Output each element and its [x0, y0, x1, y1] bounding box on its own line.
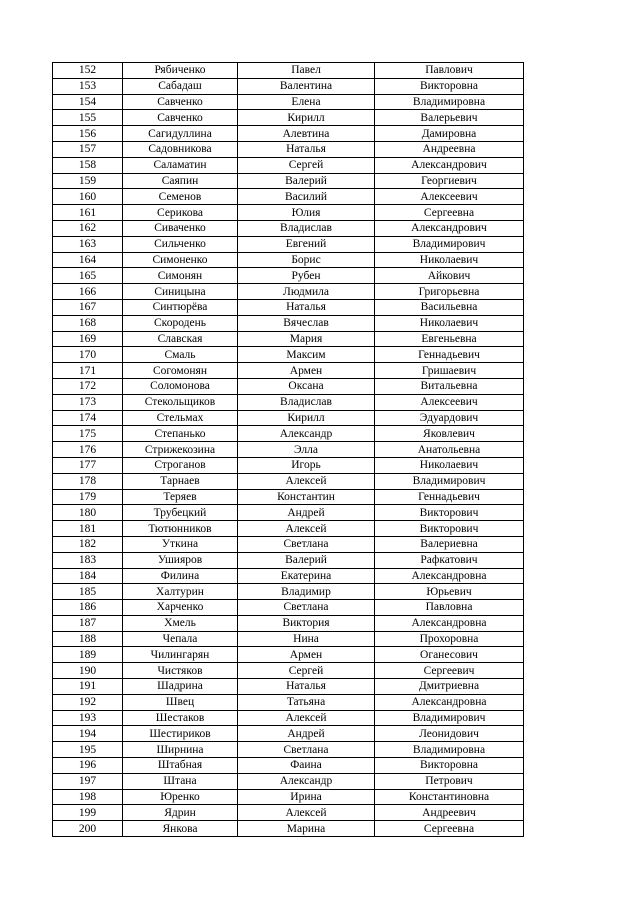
cell-patronymic: Владимировна: [375, 742, 524, 758]
cell-patronymic: Айкович: [375, 268, 524, 284]
table-row: [53, 63, 524, 79]
cell-patronymic: Павлович: [375, 63, 524, 79]
cell-row-number: 170: [53, 347, 123, 363]
cell-first-name: Татьяна: [238, 694, 375, 710]
cell-patronymic: Павловна: [375, 600, 524, 616]
cell-last-name: Стрижекозина: [123, 442, 238, 458]
cell-patronymic: Сергеевич: [375, 663, 524, 679]
cell-last-name: Смаль: [123, 347, 238, 363]
table-row: [53, 568, 524, 584]
cell-first-name: Екатерина: [238, 568, 375, 584]
cell-first-name: Алексей: [238, 521, 375, 537]
cell-last-name: Семенов: [123, 189, 238, 205]
cell-last-name: Соломонова: [123, 378, 238, 394]
cell-last-name: Саяпин: [123, 173, 238, 189]
cell-patronymic: Валериевна: [375, 536, 524, 552]
table-row: [53, 252, 524, 268]
cell-first-name: Светлана: [238, 536, 375, 552]
cell-row-number: 168: [53, 315, 123, 331]
cell-first-name: Елена: [238, 94, 375, 110]
cell-first-name: Александр: [238, 426, 375, 442]
cell-patronymic: Константиновна: [375, 789, 524, 805]
cell-last-name: Сабадаш: [123, 78, 238, 94]
cell-row-number: 162: [53, 220, 123, 236]
cell-row-number: 161: [53, 205, 123, 221]
cell-patronymic: Васильевна: [375, 299, 524, 315]
cell-last-name: Синтюрёва: [123, 299, 238, 315]
cell-first-name: Валентина: [238, 78, 375, 94]
table-row: [53, 78, 524, 94]
cell-first-name: Евгений: [238, 236, 375, 252]
table-row: [53, 331, 524, 347]
cell-first-name: Светлана: [238, 600, 375, 616]
cell-row-number: 184: [53, 568, 123, 584]
cell-row-number: 164: [53, 252, 123, 268]
table-row: [53, 742, 524, 758]
cell-first-name: Ирина: [238, 789, 375, 805]
cell-last-name: Филина: [123, 568, 238, 584]
cell-first-name: Павел: [238, 63, 375, 79]
table-row: [53, 536, 524, 552]
cell-patronymic: Сергеевна: [375, 821, 524, 837]
cell-first-name: Алевтина: [238, 126, 375, 142]
cell-row-number: 180: [53, 505, 123, 521]
cell-first-name: Виктория: [238, 615, 375, 631]
cell-row-number: 154: [53, 94, 123, 110]
cell-row-number: 199: [53, 805, 123, 821]
table-row: [53, 157, 524, 173]
cell-row-number: 198: [53, 789, 123, 805]
table-row: [53, 789, 524, 805]
cell-row-number: 159: [53, 173, 123, 189]
cell-last-name: Чилингарян: [123, 647, 238, 663]
cell-row-number: 200: [53, 821, 123, 837]
cell-patronymic: Валерьевич: [375, 110, 524, 126]
cell-row-number: 169: [53, 331, 123, 347]
cell-row-number: 166: [53, 284, 123, 300]
cell-last-name: Ядрин: [123, 805, 238, 821]
cell-patronymic: Эдуардович: [375, 410, 524, 426]
cell-first-name: Алексей: [238, 473, 375, 489]
cell-patronymic: Оганесович: [375, 647, 524, 663]
cell-first-name: Максим: [238, 347, 375, 363]
cell-last-name: Швец: [123, 694, 238, 710]
cell-patronymic: Николаевич: [375, 315, 524, 331]
cell-patronymic: Геннадьевич: [375, 489, 524, 505]
table-row: [53, 773, 524, 789]
cell-row-number: 167: [53, 299, 123, 315]
table-row: [53, 378, 524, 394]
cell-first-name: Людмила: [238, 284, 375, 300]
cell-last-name: Хмель: [123, 615, 238, 631]
table-row: [53, 710, 524, 726]
cell-patronymic: Сергеевна: [375, 205, 524, 221]
cell-patronymic: Дамировна: [375, 126, 524, 142]
cell-last-name: Стельмах: [123, 410, 238, 426]
cell-first-name: Светлана: [238, 742, 375, 758]
table-row: [53, 821, 524, 837]
cell-row-number: 157: [53, 141, 123, 157]
cell-row-number: 185: [53, 584, 123, 600]
table-row: [53, 236, 524, 252]
cell-first-name: Андрей: [238, 726, 375, 742]
table-row: [53, 489, 524, 505]
cell-last-name: Трубецкий: [123, 505, 238, 521]
cell-first-name: Вячеслав: [238, 315, 375, 331]
cell-last-name: Теряев: [123, 489, 238, 505]
cell-patronymic: Анатольевна: [375, 442, 524, 458]
cell-patronymic: Александровна: [375, 694, 524, 710]
cell-patronymic: Андреевна: [375, 141, 524, 157]
cell-patronymic: Владимирович: [375, 710, 524, 726]
cell-patronymic: Викторовна: [375, 758, 524, 774]
cell-patronymic: Владимирович: [375, 236, 524, 252]
cell-last-name: Штана: [123, 773, 238, 789]
cell-patronymic: Евгеньевна: [375, 331, 524, 347]
cell-row-number: 173: [53, 394, 123, 410]
cell-last-name: Синицына: [123, 284, 238, 300]
cell-first-name: Алексей: [238, 805, 375, 821]
cell-patronymic: Дмитриевна: [375, 679, 524, 695]
cell-last-name: Согомонян: [123, 363, 238, 379]
cell-last-name: Сагидуллина: [123, 126, 238, 142]
cell-first-name: Марина: [238, 821, 375, 837]
cell-patronymic: Александрович: [375, 157, 524, 173]
cell-first-name: Алексей: [238, 710, 375, 726]
table-row: [53, 315, 524, 331]
cell-first-name: Армен: [238, 647, 375, 663]
cell-patronymic: Николаевич: [375, 252, 524, 268]
table-row: [53, 647, 524, 663]
cell-first-name: Кирилл: [238, 110, 375, 126]
cell-first-name: Владислав: [238, 394, 375, 410]
table-row: [53, 94, 524, 110]
table-row: [53, 299, 524, 315]
cell-row-number: 156: [53, 126, 123, 142]
cell-first-name: Нина: [238, 631, 375, 647]
table-row: [53, 173, 524, 189]
names-table-body: [53, 63, 524, 837]
cell-patronymic: Юрьевич: [375, 584, 524, 600]
cell-row-number: 188: [53, 631, 123, 647]
cell-last-name: Чепала: [123, 631, 238, 647]
table-row: [53, 268, 524, 284]
table-row: [53, 615, 524, 631]
cell-patronymic: Георгиевич: [375, 173, 524, 189]
cell-first-name: Сергей: [238, 663, 375, 679]
cell-last-name: Ширнина: [123, 742, 238, 758]
cell-last-name: Шадрина: [123, 679, 238, 695]
cell-row-number: 175: [53, 426, 123, 442]
cell-row-number: 182: [53, 536, 123, 552]
table-row: [53, 205, 524, 221]
cell-row-number: 194: [53, 726, 123, 742]
cell-row-number: 153: [53, 78, 123, 94]
cell-first-name: Наталья: [238, 299, 375, 315]
cell-patronymic: Яковлевич: [375, 426, 524, 442]
cell-row-number: 195: [53, 742, 123, 758]
cell-last-name: Серикова: [123, 205, 238, 221]
cell-row-number: 176: [53, 442, 123, 458]
cell-row-number: 165: [53, 268, 123, 284]
table-row: [53, 758, 524, 774]
cell-last-name: Тарнаев: [123, 473, 238, 489]
cell-first-name: Сергей: [238, 157, 375, 173]
cell-row-number: 181: [53, 521, 123, 537]
table-row: [53, 726, 524, 742]
cell-last-name: Сиваченко: [123, 220, 238, 236]
cell-last-name: Чистяков: [123, 663, 238, 679]
cell-last-name: Янкова: [123, 821, 238, 837]
table-row: [53, 110, 524, 126]
cell-last-name: Скородень: [123, 315, 238, 331]
table-row: [53, 126, 524, 142]
cell-patronymic: Алексеевич: [375, 189, 524, 205]
cell-last-name: Савченко: [123, 94, 238, 110]
cell-last-name: Ушияров: [123, 552, 238, 568]
cell-last-name: Степанько: [123, 426, 238, 442]
cell-patronymic: Петрович: [375, 773, 524, 789]
cell-patronymic: Гришаевич: [375, 363, 524, 379]
cell-first-name: Андрей: [238, 505, 375, 521]
cell-last-name: Рябиченко: [123, 63, 238, 79]
cell-patronymic: Александровна: [375, 568, 524, 584]
table-row: [53, 284, 524, 300]
cell-last-name: Стекольщиков: [123, 394, 238, 410]
cell-first-name: Владимир: [238, 584, 375, 600]
table-row: [53, 805, 524, 821]
cell-row-number: 197: [53, 773, 123, 789]
table-row: [53, 457, 524, 473]
cell-row-number: 192: [53, 694, 123, 710]
cell-first-name: Александр: [238, 773, 375, 789]
cell-patronymic: Алексеевич: [375, 394, 524, 410]
cell-patronymic: Николаевич: [375, 457, 524, 473]
cell-patronymic: Витальевна: [375, 378, 524, 394]
cell-patronymic: Григорьевна: [375, 284, 524, 300]
cell-patronymic: Викторович: [375, 505, 524, 521]
cell-row-number: 191: [53, 679, 123, 695]
cell-last-name: Юренко: [123, 789, 238, 805]
cell-last-name: Штабная: [123, 758, 238, 774]
table-row: [53, 631, 524, 647]
cell-first-name: Валерий: [238, 552, 375, 568]
cell-first-name: Борис: [238, 252, 375, 268]
cell-row-number: 155: [53, 110, 123, 126]
cell-first-name: Константин: [238, 489, 375, 505]
cell-last-name: Шестаков: [123, 710, 238, 726]
cell-first-name: Фаина: [238, 758, 375, 774]
cell-first-name: Наталья: [238, 679, 375, 695]
cell-first-name: Наталья: [238, 141, 375, 157]
table-row: [53, 552, 524, 568]
names-table: [52, 62, 524, 837]
cell-first-name: Кирилл: [238, 410, 375, 426]
cell-patronymic: Рафкатович: [375, 552, 524, 568]
cell-last-name: Симоненко: [123, 252, 238, 268]
cell-last-name: Славская: [123, 331, 238, 347]
cell-last-name: Шестириков: [123, 726, 238, 742]
table-row: [53, 584, 524, 600]
cell-patronymic: Леонидович: [375, 726, 524, 742]
cell-patronymic: Викторовна: [375, 78, 524, 94]
cell-last-name: Халтурин: [123, 584, 238, 600]
cell-last-name: Савченко: [123, 110, 238, 126]
cell-row-number: 160: [53, 189, 123, 205]
cell-last-name: Строганов: [123, 457, 238, 473]
cell-first-name: Рубен: [238, 268, 375, 284]
cell-row-number: 190: [53, 663, 123, 679]
table-row: [53, 521, 524, 537]
cell-last-name: Симонян: [123, 268, 238, 284]
cell-row-number: 193: [53, 710, 123, 726]
cell-row-number: 186: [53, 600, 123, 616]
cell-patronymic: Владимирович: [375, 473, 524, 489]
cell-patronymic: Александрович: [375, 220, 524, 236]
cell-row-number: 172: [53, 378, 123, 394]
table-row: [53, 220, 524, 236]
cell-first-name: Мария: [238, 331, 375, 347]
table-row: [53, 505, 524, 521]
cell-first-name: Юлия: [238, 205, 375, 221]
cell-first-name: Оксана: [238, 378, 375, 394]
cell-last-name: Тютюнников: [123, 521, 238, 537]
cell-row-number: 178: [53, 473, 123, 489]
cell-row-number: 183: [53, 552, 123, 568]
cell-patronymic: Александровна: [375, 615, 524, 631]
cell-row-number: 177: [53, 457, 123, 473]
cell-row-number: 158: [53, 157, 123, 173]
cell-row-number: 196: [53, 758, 123, 774]
table-row: [53, 442, 524, 458]
table-row: [53, 189, 524, 205]
cell-patronymic: Геннадьевич: [375, 347, 524, 363]
cell-row-number: 187: [53, 615, 123, 631]
cell-last-name: Уткина: [123, 536, 238, 552]
cell-first-name: Игорь: [238, 457, 375, 473]
cell-last-name: Харченко: [123, 600, 238, 616]
cell-first-name: Валерий: [238, 173, 375, 189]
table-row: [53, 663, 524, 679]
cell-first-name: Василий: [238, 189, 375, 205]
cell-patronymic: Прохоровна: [375, 631, 524, 647]
table-row: [53, 473, 524, 489]
cell-last-name: Садовникова: [123, 141, 238, 157]
cell-first-name: Элла: [238, 442, 375, 458]
cell-patronymic: Викторович: [375, 521, 524, 537]
table-row: [53, 141, 524, 157]
cell-first-name: Владислав: [238, 220, 375, 236]
cell-last-name: Саламатин: [123, 157, 238, 173]
table-row: [53, 347, 524, 363]
table-row: [53, 426, 524, 442]
cell-row-number: 179: [53, 489, 123, 505]
table-row: [53, 394, 524, 410]
table-row: [53, 363, 524, 379]
table-row: [53, 600, 524, 616]
table-row: [53, 410, 524, 426]
cell-row-number: 189: [53, 647, 123, 663]
cell-row-number: 163: [53, 236, 123, 252]
table-row: [53, 694, 524, 710]
cell-first-name: Армен: [238, 363, 375, 379]
cell-row-number: 171: [53, 363, 123, 379]
cell-patronymic: Андреевич: [375, 805, 524, 821]
cell-row-number: 152: [53, 63, 123, 79]
cell-patronymic: Владимировна: [375, 94, 524, 110]
cell-last-name: Сильченко: [123, 236, 238, 252]
cell-row-number: 174: [53, 410, 123, 426]
table-row: [53, 679, 524, 695]
